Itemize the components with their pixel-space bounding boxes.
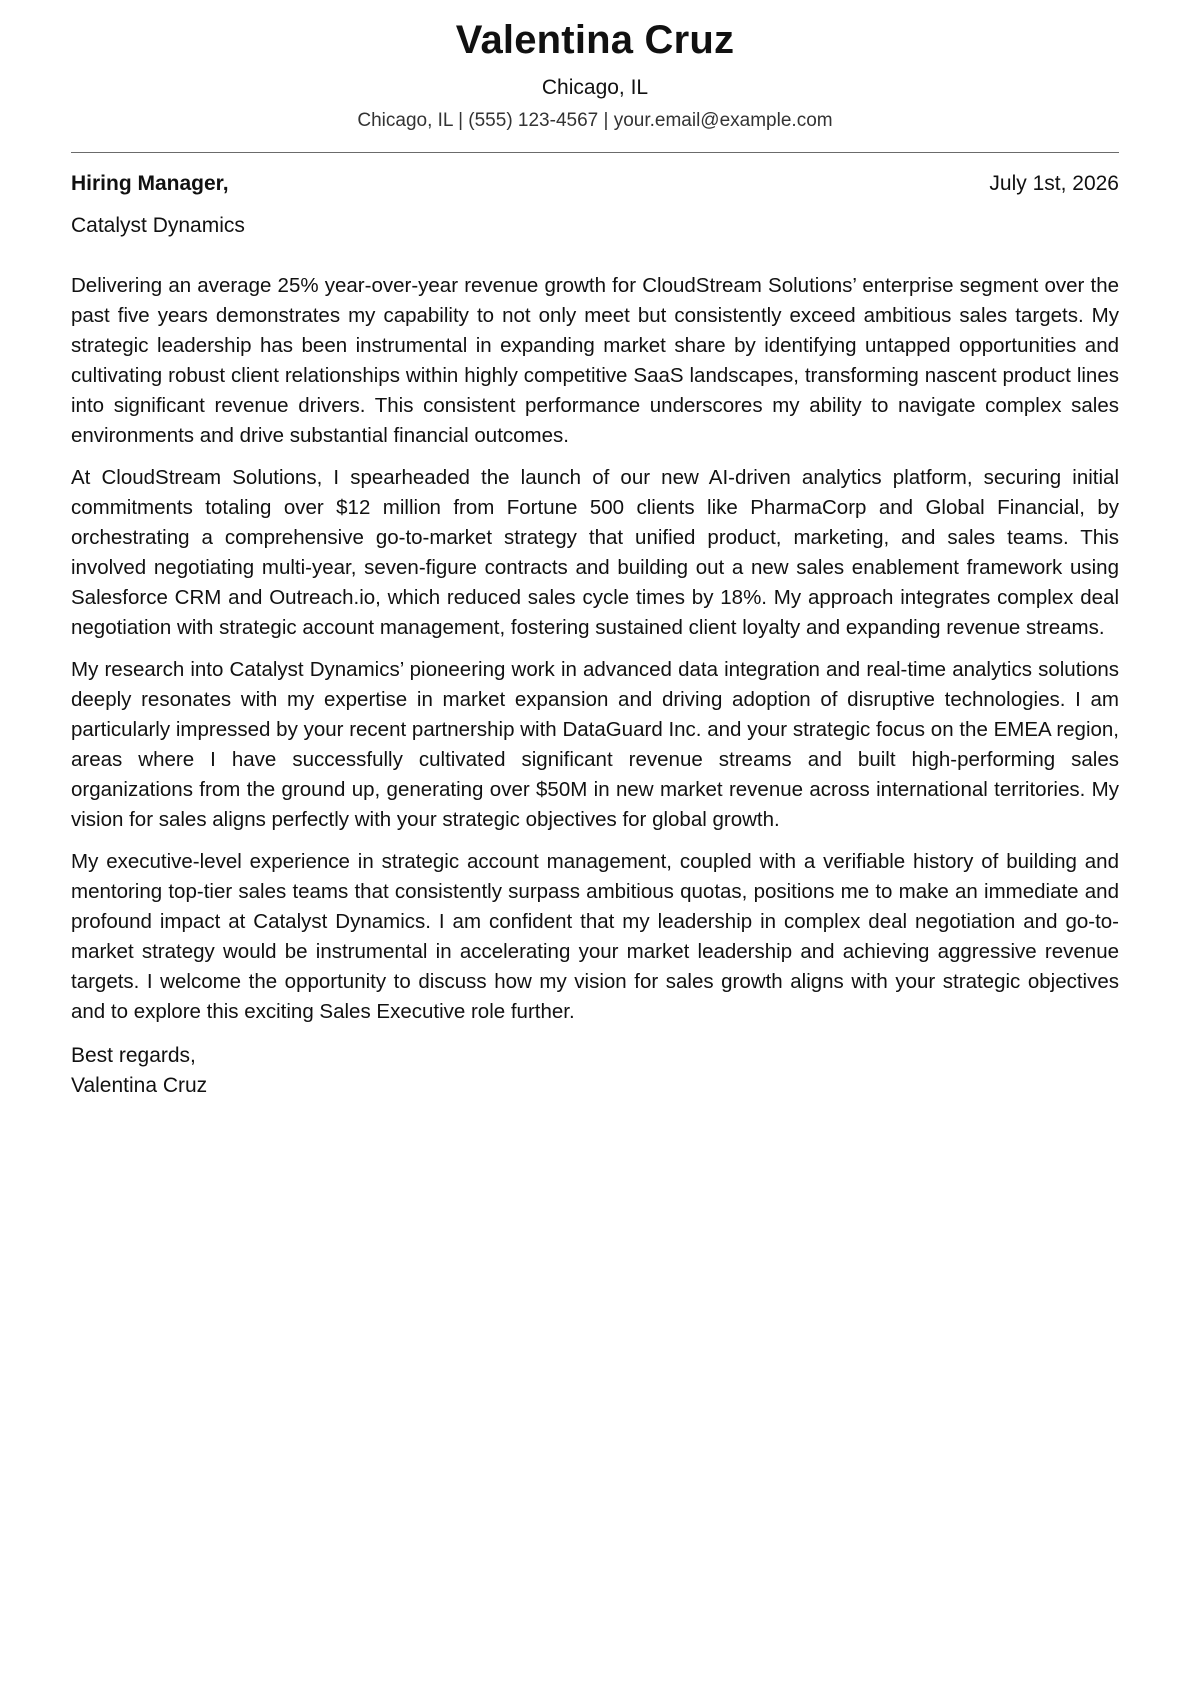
recipient-salutation: Hiring Manager, bbox=[71, 172, 229, 195]
recipient-date-row bbox=[71, 169, 1119, 199]
recipient-company: Catalyst Dynamics bbox=[71, 214, 245, 237]
signature-name: Valentina Cruz bbox=[71, 1074, 208, 1097]
body-paragraph-4: My executive-level experience in strategic account management, coupled with a verifiable history of building and mentoring top-tier sales teams that consistently surpass ambitious quotas, positions me to make an immediate and profound impact at Catalyst Dynamics. I am confident that my leadership in complex deal negotiation and go-to-market strategy would be instrumental in accelerating your market leadership and achieving aggressive revenue targets. I welcome the opportunity to discuss how my vision for sales growth aligns with your strategic objectives and to explore this exciting Sales Executive role further. bbox=[71, 850, 1119, 1023]
letter-header bbox=[71, 0, 1119, 134]
sender-location: Chicago, IL bbox=[541, 76, 649, 99]
header-divider bbox=[71, 152, 1119, 153]
body-paragraph-2: At CloudStream Solutions, I spearheaded the launch of our new AI-driven analytics platform, securing initial commitments totaling over $12 million from Fortune 500 clients like PharmaCorp and Global Financial, by orchestrating a comprehensive go-to-market strategy that unified product, marketing, and sales teams. This involved negotiating multi-year, seven-figure contracts and building out a new sales enablement framework using Salesforce CRM and Outreach.io, which reduced sales cycle times by 18%. My approach integrates complex deal negotiation with strategic account management, fostering sustained client loyalty and expanding revenue streams. bbox=[71, 466, 1119, 639]
closing-phrase: Best regards, bbox=[71, 1044, 196, 1067]
letter-date: July 1st, 2026 bbox=[989, 172, 1119, 195]
letter-signoff bbox=[71, 1041, 1119, 1101]
sender-name: Valentina Cruz bbox=[455, 18, 735, 62]
sender-contact-line: Chicago, IL | (555) 123-4567 | your.email@example.com bbox=[357, 110, 833, 131]
body-paragraph-1: Delivering an average 25% year-over-year revenue growth for CloudStream Solutions’ enterprise segment over the past five years demonstrates my capability to not only meet but consistently exceed ambitious sales targets. My strategic leadership has been instrumental in expanding market share by identifying untapped opportunities and cultivating robust client relationships within highly competitive SaaS landscapes, transforming nascent product lines into significant revenue drivers. This consistent performance underscores my ability to navigate complex sales environments and drive substantial financial outcomes. bbox=[71, 274, 1119, 447]
letter-body bbox=[71, 271, 1119, 1027]
body-paragraph-3: My research into Catalyst Dynamics’ pioneering work in advanced data integration and real-time analytics solutions deeply resonates with my expertise in market expansion and driving adoption of disruptive technologies. I am particularly impressed by your recent partnership with DataGuard Inc. and your strategic focus on the EMEA region, areas where I have successfully cultivated significant revenue streams and built high-performing sales organizations from the ground up, generating over $50M in new market revenue across international territories. My vision for sales aligns perfectly with your strategic objectives for global growth. bbox=[71, 658, 1119, 831]
